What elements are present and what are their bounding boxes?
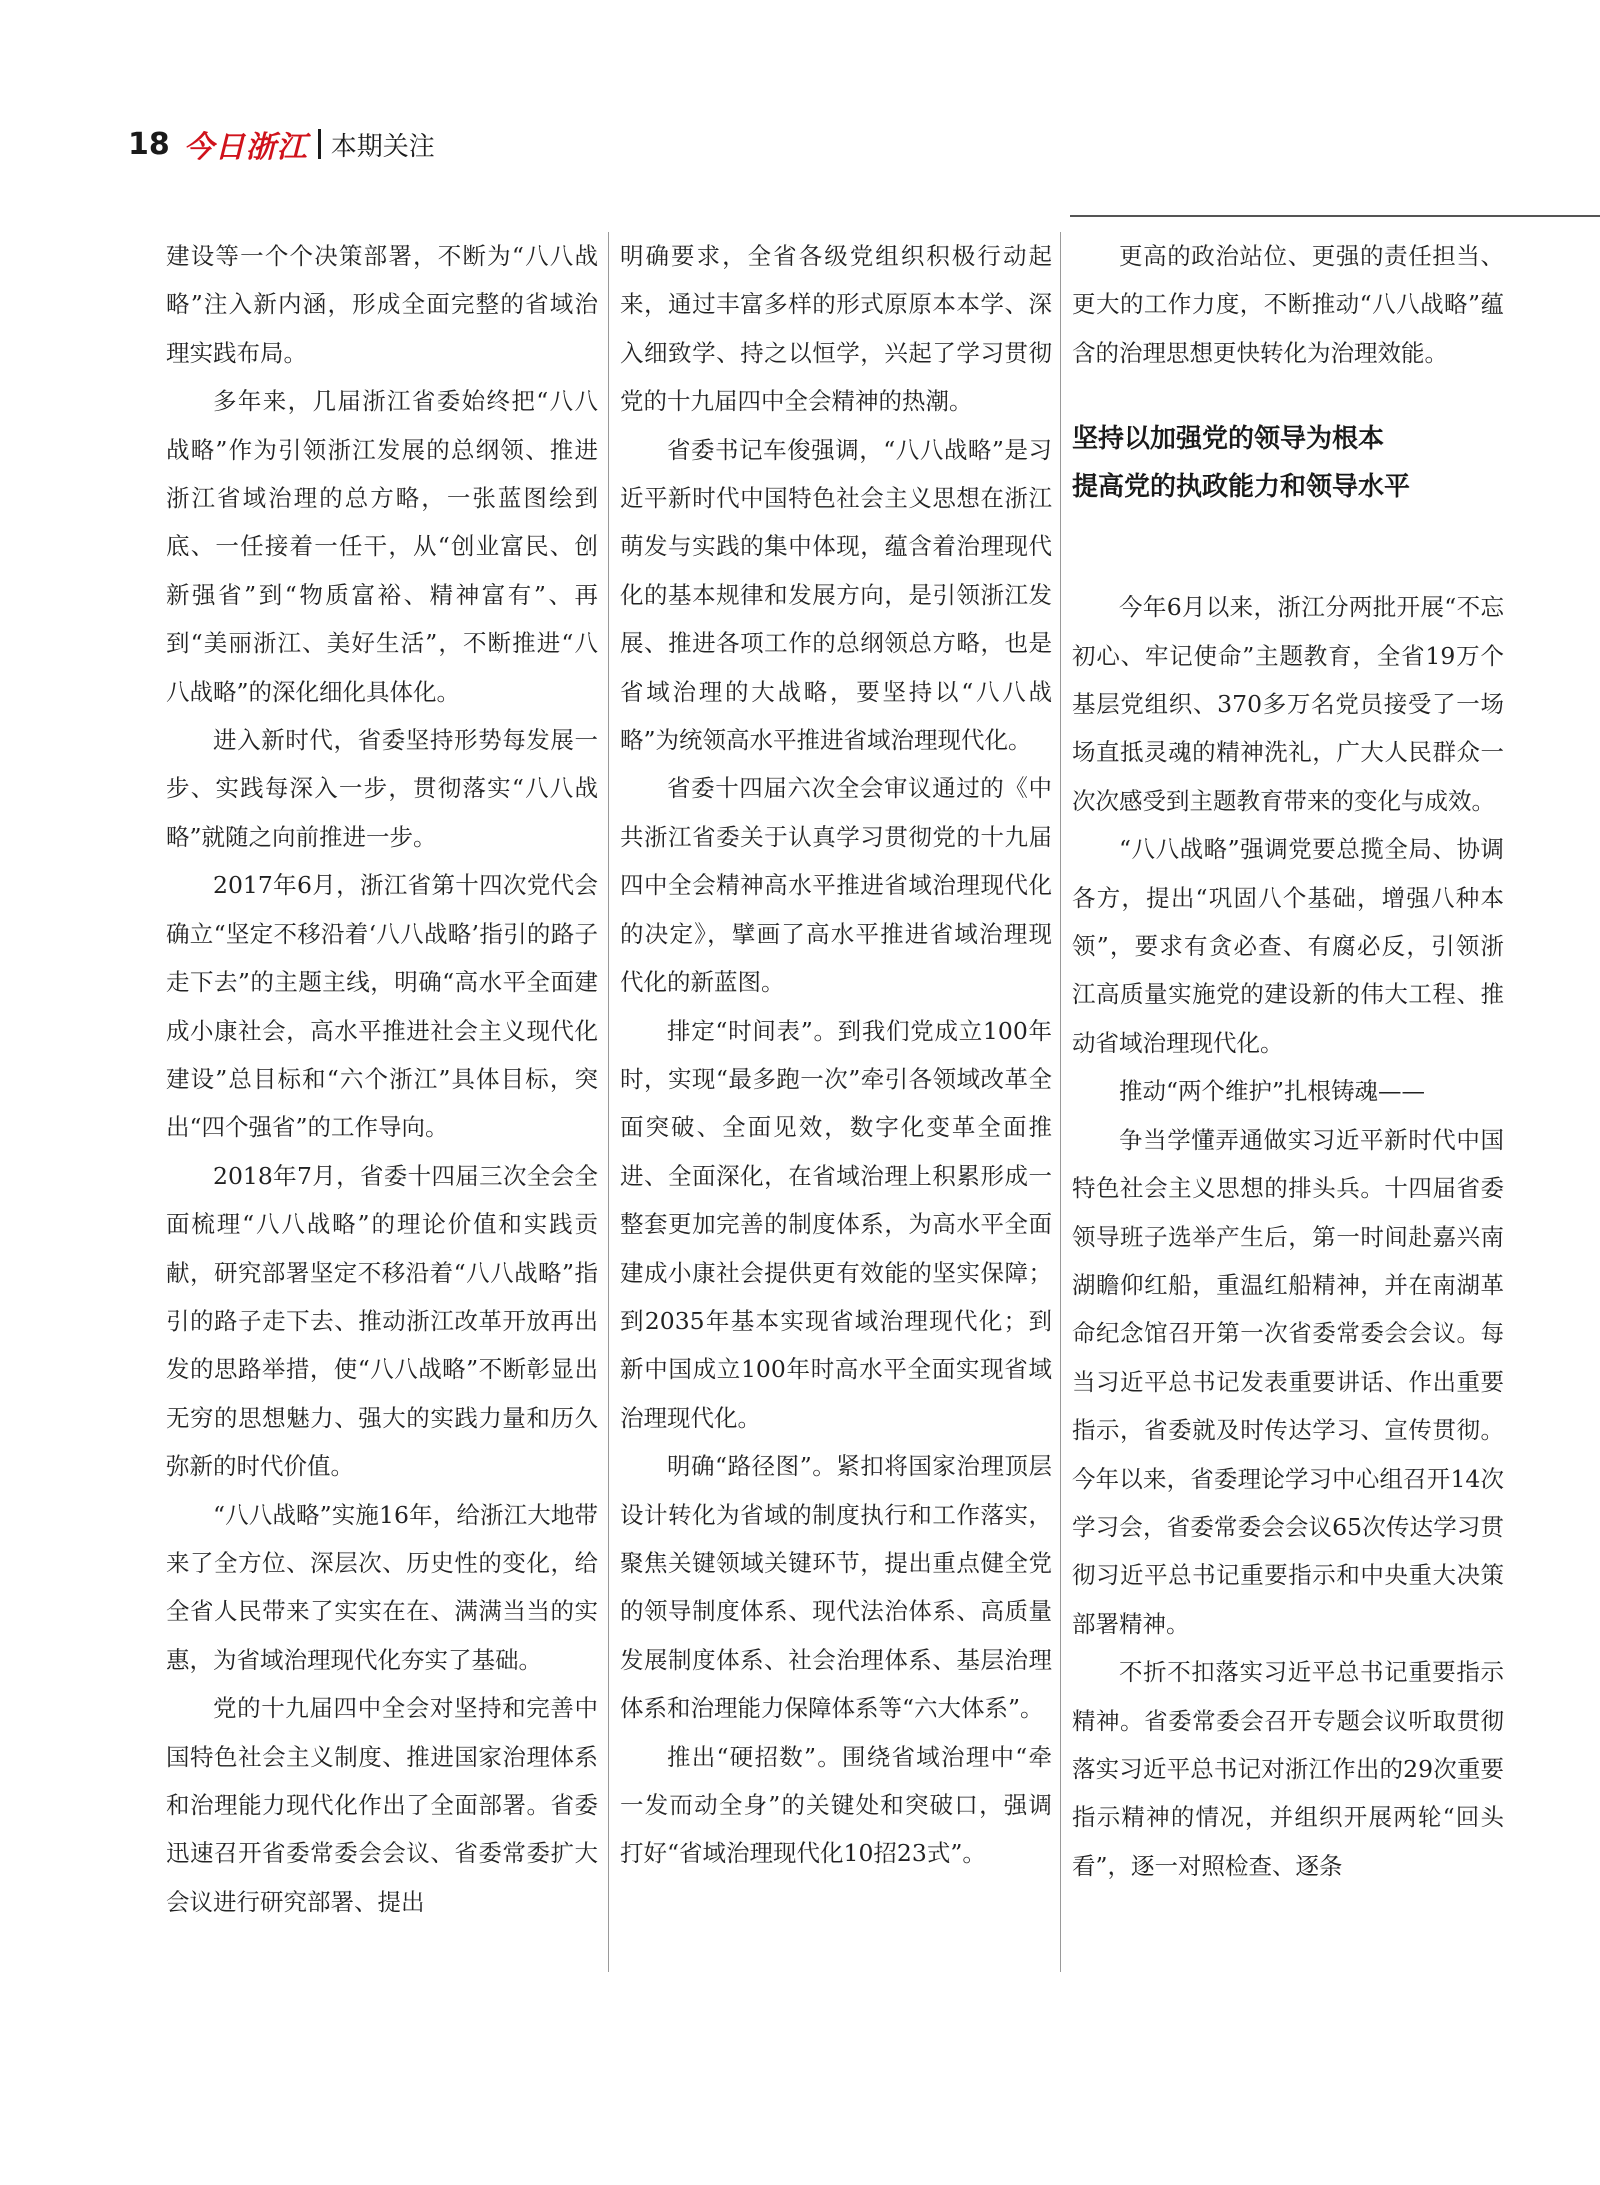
paragraph: 明确“路径图”。紧扣将国家治理顶层设计转化为省域的制度执行和工作落实，聚焦关键领域关键环节，提出重点健全党的领导制度体系、现代法治体系、高质量发展制度体系、社会治理体系、基层治理体系和治理能力保障体系等“六大体系”。 (620, 1452, 1052, 1723)
magazine-logo: 今日浙江 (183, 130, 308, 165)
paragraph: 更高的政治站位、更强的责任担当、更大的工作力度，不断推动“八八战略”蕴含的治理思想更快转化为治理效能。 (1072, 242, 1504, 367)
page-header (128, 122, 435, 166)
column-divider (608, 232, 609, 1972)
paragraph: 排定“时间表”。到我们党成立100年时，实现“最多跑一次”牵引各领域改革全面突破、全面见效，数字化变革全面推进、全面深化，在省域治理上积累形成一整套更加完善的制度体系，为高水平全面建成小康社会提供更有效能的坚实保障；到2035年基本实现省域治理现代化；到新中国成立100年时高水平全面实现省域治理现代化。 (620, 1016, 1052, 1432)
paragraph: “八八战略”强调党要总揽全局、协调各方，提出“巩固八个基础，增强八种本领”，要求有贪必查、有腐必反，引领浙江高质量实施党的建设新的伟大工程、推动省域治理现代化。 (1072, 835, 1504, 1057)
text-column-3 (1072, 232, 1504, 1890)
paragraph: 推出“硬招数”。围绕省域治理中“牵一发而动全身”的关键处和突破口，强调打好“省域治理现代化10招23式”。 (620, 1742, 1052, 1868)
paragraph: “八八战略”实施16年，给浙江大地带来了全方位、深层次、历史性的变化，给全省人民带来了实实在在、满满当当的实惠，为省域治理现代化夯实了基础。 (166, 1500, 598, 1674)
paragraph: 进入新时代，省委坚持形势每发展一步、实践每深入一步，贯彻落实“八八战略”就随之向前推进一步。 (166, 726, 598, 851)
paragraph: 明确要求，全省各级党组织积极行动起来，通过丰富多样的形式原原本本学、深入细致学、持之以恒学，兴起了学习贯彻党的十九届四中全会精神的热潮。 (620, 242, 1052, 416)
top-rule (1070, 215, 1600, 217)
subheading-line-2: 提高党的执政能力和领导水平 (1072, 472, 1411, 503)
text-column-1 (166, 232, 598, 1926)
paragraph: 2018年7月，省委十四届三次全会全面梳理“八八战略”的理论价值和实践贡献，研究部署坚定不移沿着“八八战略”指引的路子走下去、推动浙江改革开放再出发的思路举措，使“八八战略”不断彰显出无穷的思想魅力、强大的实践力量和历久弥新的时代价值。 (166, 1161, 598, 1481)
paragraph: 多年来，几届浙江省委始终把“八八战略”作为引领浙江发展的总纲领、推进浙江省域治理的总方略，一张蓝图绘到底、一任接着一任干，从“创业富民、创新强省”到“物质富裕、精神富有”、再到“美丽浙江、美好生活”，不断推进“八八战略”的深化细化具体化。 (166, 387, 598, 706)
paragraph: 2017年6月，浙江省第十四次党代会确立“坚定不移沿着‘八八战略’指引的路子走下去”的主题主线，明确“高水平全面建成小康社会，高水平推进社会主义现代化建设”总目标和“六个浙江”具体目标，突出“四个强省”的工作导向。 (166, 871, 598, 1142)
paragraph: 党的十九届四中全会对坚持和完善中国特色社会主义制度、推进国家治理体系和治理能力现代化作出了全面部署。省委迅速召开省委常委会会议、省委常委扩大会议进行研究部署、提出 (166, 1694, 598, 1916)
paragraph: 建设等一个个决策部署，不断为“八八战略”注入新内涵，形成全面完整的省域治理实践布局。 (166, 242, 598, 367)
subheading-line-1: 坚持以加强党的领导为根本 (1072, 424, 1385, 455)
header-divider (318, 129, 321, 159)
page-number: 18 (128, 126, 170, 162)
paragraph: 省委书记车俊强调，“八八战略”是习近平新时代中国特色社会主义思想在浙江萌发与实践的集中体现，蕴含着治理现代化的基本规律和发展方向，是引领浙江发展、推进各项工作的总纲领总方略，也是省域治理的大战略，要坚持以“八八战略”为统领高水平推进省域治理现代化。 (620, 435, 1052, 755)
column-divider (1060, 232, 1061, 1972)
text-column-2 (620, 232, 1052, 1878)
section-subheading (1072, 415, 1504, 511)
paragraph: 争当学懂弄通做实习近平新时代中国特色社会主义思想的排头兵。十四届省委领导班子选举产生后，第一时间赴嘉兴南湖瞻仰红船，重温红船精神，并在南湖革命纪念馆召开第一次省委常委会会议。每当习近平总书记发表重要讲话、作出重要指示，省委就及时传达学习、宣传贯彻。今年以来，省委理论学习中心组召开14次学习会，省委常委会会议65次传达学习贯彻习近平总书记重要指示和中央重大决策部署精神。 (1072, 1125, 1504, 1638)
paragraph: 推动“两个维护”扎根铸魂—— (1119, 1077, 1426, 1106)
paragraph: 不折不扣落实习近平总书记重要指示精神。省委常委会召开专题会议听取贯彻落实习近平总书记对浙江作出的29次重要指示精神的情况，并组织开展两轮“回头看”，逐一对照检查、逐条 (1072, 1658, 1504, 1880)
paragraph: 省委十四届六次全会审议通过的《中共浙江省委关于认真学习贯彻党的十九届四中全会精神高水平推进省域治理现代化的决定》，擘画了高水平推进省域治理现代化的新蓝图。 (620, 774, 1052, 997)
paragraph: 今年6月以来，浙江分两批开展“不忘初心、牢记使命”主题教育，全省19万个基层党组织、370多万名党员接受了一场场直抵灵魂的精神洗礼，广大人民群众一次次感受到主题教育带来的变化与成效。 (1072, 593, 1504, 815)
section-name: 本期关注 (330, 131, 435, 162)
